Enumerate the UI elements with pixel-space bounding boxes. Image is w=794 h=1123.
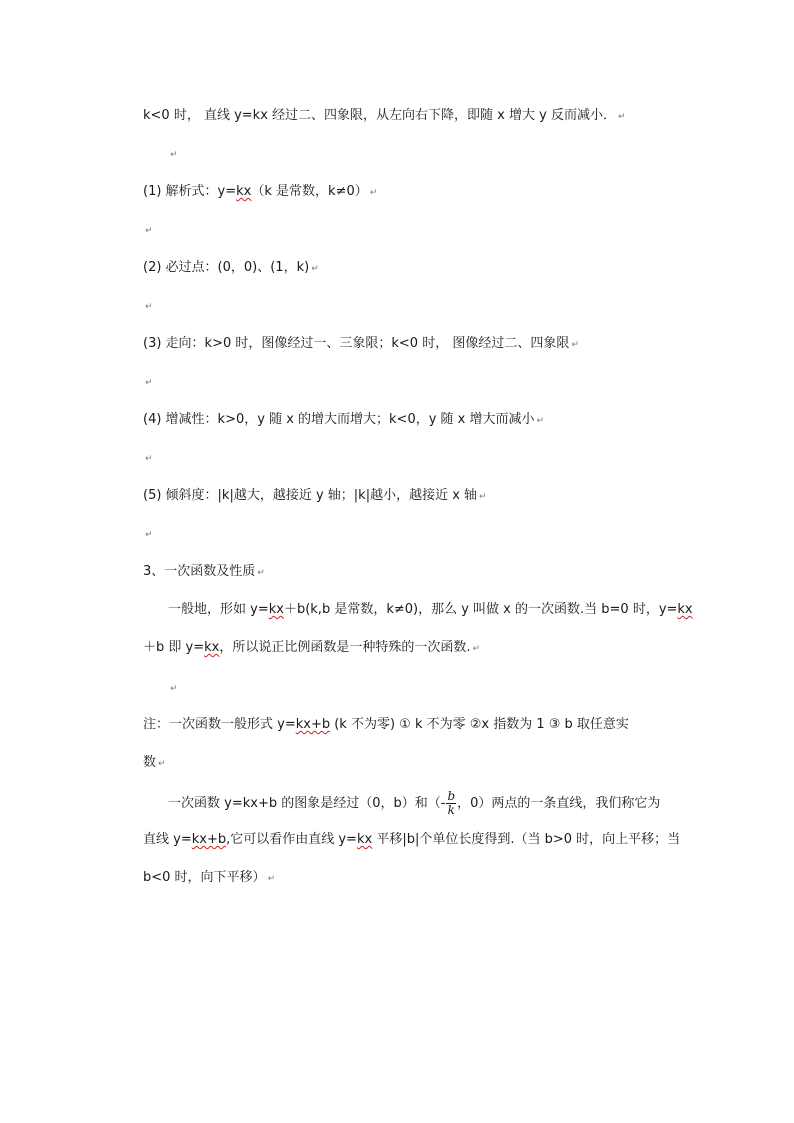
paragraph-mark-icon: ↵ xyxy=(170,684,178,694)
line-text: （k 是常数，k≠0） xyxy=(251,184,368,199)
paragraph-mark-icon: ↵ xyxy=(145,454,153,464)
line-text: (k 不为零) ① k 不为零 ②x 指数为 1 ③ b 取任意实 xyxy=(330,717,629,732)
paragraph-mark-icon: ↵ xyxy=(257,568,265,578)
property-monotonicity xyxy=(143,412,544,429)
line-text: 一次函数 y=kx+b 的图象是经过（0，b）和（- xyxy=(168,796,446,811)
graph-line-1 xyxy=(168,790,660,817)
property-analytic-formula xyxy=(143,184,377,201)
line-text: k<0 时， 直线 y=kx 经过二、四象限，从左向右下降，即随 x 增大 y 反而减小． xyxy=(143,108,616,123)
empty-line xyxy=(168,680,178,697)
empty-line xyxy=(143,222,153,239)
paragraph-mark-icon: ↵ xyxy=(145,530,153,540)
note-line-2 xyxy=(143,755,166,772)
spellcheck-word: kx xyxy=(268,602,284,617)
line-text: 平移|b|个单位长度得到.（当 b>0 时，向上平移；当 xyxy=(372,832,681,847)
paragraph-mark-icon: ↵ xyxy=(571,340,579,350)
paragraph-mark-icon: ↵ xyxy=(158,759,166,769)
line-text: ＋b 即 y= xyxy=(143,640,205,655)
fraction-b-over-k xyxy=(446,790,456,817)
line-text: 注：一次函数一般形式 y= xyxy=(143,717,296,732)
paragraph-mark-icon: ↵ xyxy=(145,378,153,388)
spellcheck-word: kx+b xyxy=(191,832,227,847)
line-slope-negative xyxy=(143,108,626,125)
line-text: b<0 时，向下平移） xyxy=(143,870,266,885)
spellcheck-word: kx+b xyxy=(295,717,331,732)
paragraph-mark-icon: ↵ xyxy=(145,302,153,312)
empty-line xyxy=(168,146,178,163)
fraction-denominator: k xyxy=(447,803,455,817)
line-text: (1) 解析式：y= xyxy=(143,184,237,199)
line-text: (4) 增减性：k>0，y 随 x 的增大而增大；k<0，y 随 x 增大而减小 xyxy=(143,412,535,427)
empty-line xyxy=(143,374,153,391)
heading-text: 3、一次函数及性质 xyxy=(143,564,256,579)
line-text: 一般地，形如 y= xyxy=(168,602,269,617)
graph-line-2 xyxy=(143,832,680,848)
definition-line-2 xyxy=(143,640,480,657)
line-text: 数 xyxy=(143,755,157,770)
property-direction xyxy=(143,336,579,353)
spellcheck-word: kx xyxy=(204,640,220,655)
line-text: ，所以说正比例函数是一种特殊的一次函数. xyxy=(219,640,471,655)
line-text: 直线 y= xyxy=(143,832,192,847)
paragraph-mark-icon: ↵ xyxy=(617,112,626,122)
paragraph-mark-icon: ↵ xyxy=(369,188,378,198)
paragraph-mark-icon: ↵ xyxy=(311,264,319,274)
empty-line xyxy=(143,526,153,543)
property-fixed-points xyxy=(143,260,319,277)
line-text: ＋b(k,b 是常数，k≠0)，那么 y 叫做 x 的一次函数.当 b=0 时，y= xyxy=(283,602,678,617)
property-steepness xyxy=(143,488,487,505)
line-text: (5) 倾斜度：|k|越大，越接近 y 轴；|k|越小，越接近 x 轴 xyxy=(143,488,478,503)
line-text: (3) 走向：k>0 时，图像经过一、三象限；k<0 时， 图像经过二、四象限 xyxy=(143,336,570,351)
paragraph-mark-icon: ↵ xyxy=(536,416,545,426)
paragraph-mark-icon: ↵ xyxy=(472,644,481,654)
line-text: (2) 必过点：(0，0)、(1，k) xyxy=(143,260,310,275)
paragraph-mark-icon: ↵ xyxy=(267,874,276,884)
paragraph-mark-icon: ↵ xyxy=(170,150,178,160)
line-text: ，0）两点的一条直线，我们称它为 xyxy=(457,796,661,811)
empty-line xyxy=(143,298,153,315)
spellcheck-word: kx xyxy=(677,602,693,617)
section-heading xyxy=(143,564,265,581)
paragraph-mark-icon: ↵ xyxy=(145,226,153,236)
empty-line xyxy=(143,450,153,467)
note-line-1 xyxy=(143,717,629,733)
spellcheck-word: kx xyxy=(356,832,373,847)
fraction-numerator: b xyxy=(447,789,456,803)
line-text: ,它可以看作由直线 y= xyxy=(226,832,357,847)
spellcheck-word: kx xyxy=(236,184,252,199)
definition-line-1 xyxy=(168,602,693,618)
paragraph-mark-icon: ↵ xyxy=(479,492,487,502)
graph-line-3 xyxy=(143,870,275,887)
